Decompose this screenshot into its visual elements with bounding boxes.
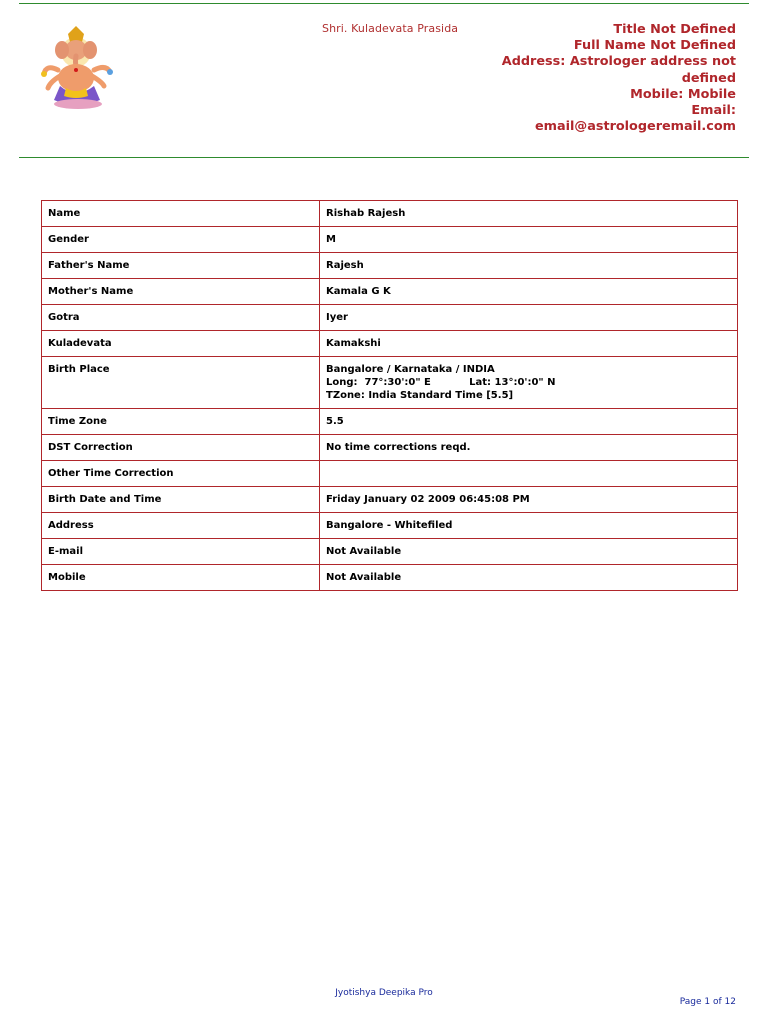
- table-row: [42, 201, 738, 227]
- row-label-email: E-mail: [42, 539, 320, 565]
- row-value-birth-place: [320, 357, 738, 409]
- header-top-rule: [19, 3, 749, 4]
- table-row: [42, 435, 738, 461]
- birth-details-table: [41, 200, 738, 591]
- row-label-birth-place: Birth Place: [42, 357, 320, 409]
- table-row: [42, 253, 738, 279]
- row-label-name: Name: [42, 201, 320, 227]
- row-label-address: Address: [42, 513, 320, 539]
- table-row: [42, 409, 738, 435]
- header-bottom-rule: [19, 157, 749, 158]
- astrologer-full-name: Full Name Not Defined: [573, 38, 736, 54]
- row-value-time-zone: 5.5: [320, 409, 738, 435]
- table-row: [42, 305, 738, 331]
- birth-place-location: Bangalore / Karnataka / INDIA: [326, 364, 495, 375]
- row-value-mobile: Not Available: [320, 565, 738, 591]
- ganesha-icon: [36, 26, 120, 110]
- row-label-time-zone: Time Zone: [42, 409, 320, 435]
- astrologer-email: Email: email@astrologeremail.com: [534, 103, 736, 135]
- row-value-kuladevata: Kamakshi: [320, 331, 738, 357]
- row-value-dst-correction: No time corrections reqd.: [320, 435, 738, 461]
- table-row: [42, 227, 738, 253]
- astrologer-address-line2: defined: [681, 70, 736, 86]
- row-label-gender: Gender: [42, 227, 320, 253]
- astrologer-address-line1: Address: Astrologer address not: [501, 54, 736, 70]
- row-value-gender: M: [320, 227, 738, 253]
- astrologer-info: [496, 22, 736, 135]
- row-value-address: Bangalore - Whitefiled: [320, 513, 738, 539]
- table-row: [42, 513, 738, 539]
- row-label-gotra: Gotra: [42, 305, 320, 331]
- row-label-dst-correction: DST Correction: [42, 435, 320, 461]
- row-label-other-time-correction: Other Time Correction: [42, 461, 320, 487]
- astrologer-mobile: Mobile: Mobile: [630, 86, 736, 102]
- astrologer-title: Title Not Defined: [613, 22, 736, 37]
- table-row: [42, 461, 738, 487]
- row-label-mobile: Mobile: [42, 565, 320, 591]
- row-value-mothers-name: Kamala G K: [320, 279, 738, 305]
- page-number: Page 1 of 12: [679, 997, 736, 1007]
- row-value-birth-date-time: Friday January 02 2009 06:45:08 PM: [320, 487, 738, 513]
- row-value-gotra: Iyer: [320, 305, 738, 331]
- row-label-fathers-name: Father's Name: [42, 253, 320, 279]
- row-value-email: Not Available: [320, 539, 738, 565]
- table-row: [42, 331, 738, 357]
- row-value-fathers-name: Rajesh: [320, 253, 738, 279]
- table-row: [42, 357, 738, 409]
- table-row: [42, 565, 738, 591]
- birth-place-timezone: TZone: India Standard Time [5.5]: [326, 390, 514, 401]
- birth-place-coordinates: Long: 77°:30':0" E Lat: 13°:0':0" N: [326, 377, 556, 388]
- row-label-kuladevata: Kuladevata: [42, 331, 320, 357]
- blessing-text: Shri. Kuladevata Prasida: [322, 22, 459, 35]
- row-value-name: Rishab Rajesh: [320, 201, 738, 227]
- table-row: [42, 487, 738, 513]
- footer-brand: Jyotishya Deepika Pro: [335, 988, 433, 998]
- row-label-mothers-name: Mother's Name: [42, 279, 320, 305]
- table-row: [42, 539, 738, 565]
- row-label-birth-date-time: Birth Date and Time: [42, 487, 320, 513]
- table-row: [42, 279, 738, 305]
- row-value-other-time-correction: [320, 461, 738, 487]
